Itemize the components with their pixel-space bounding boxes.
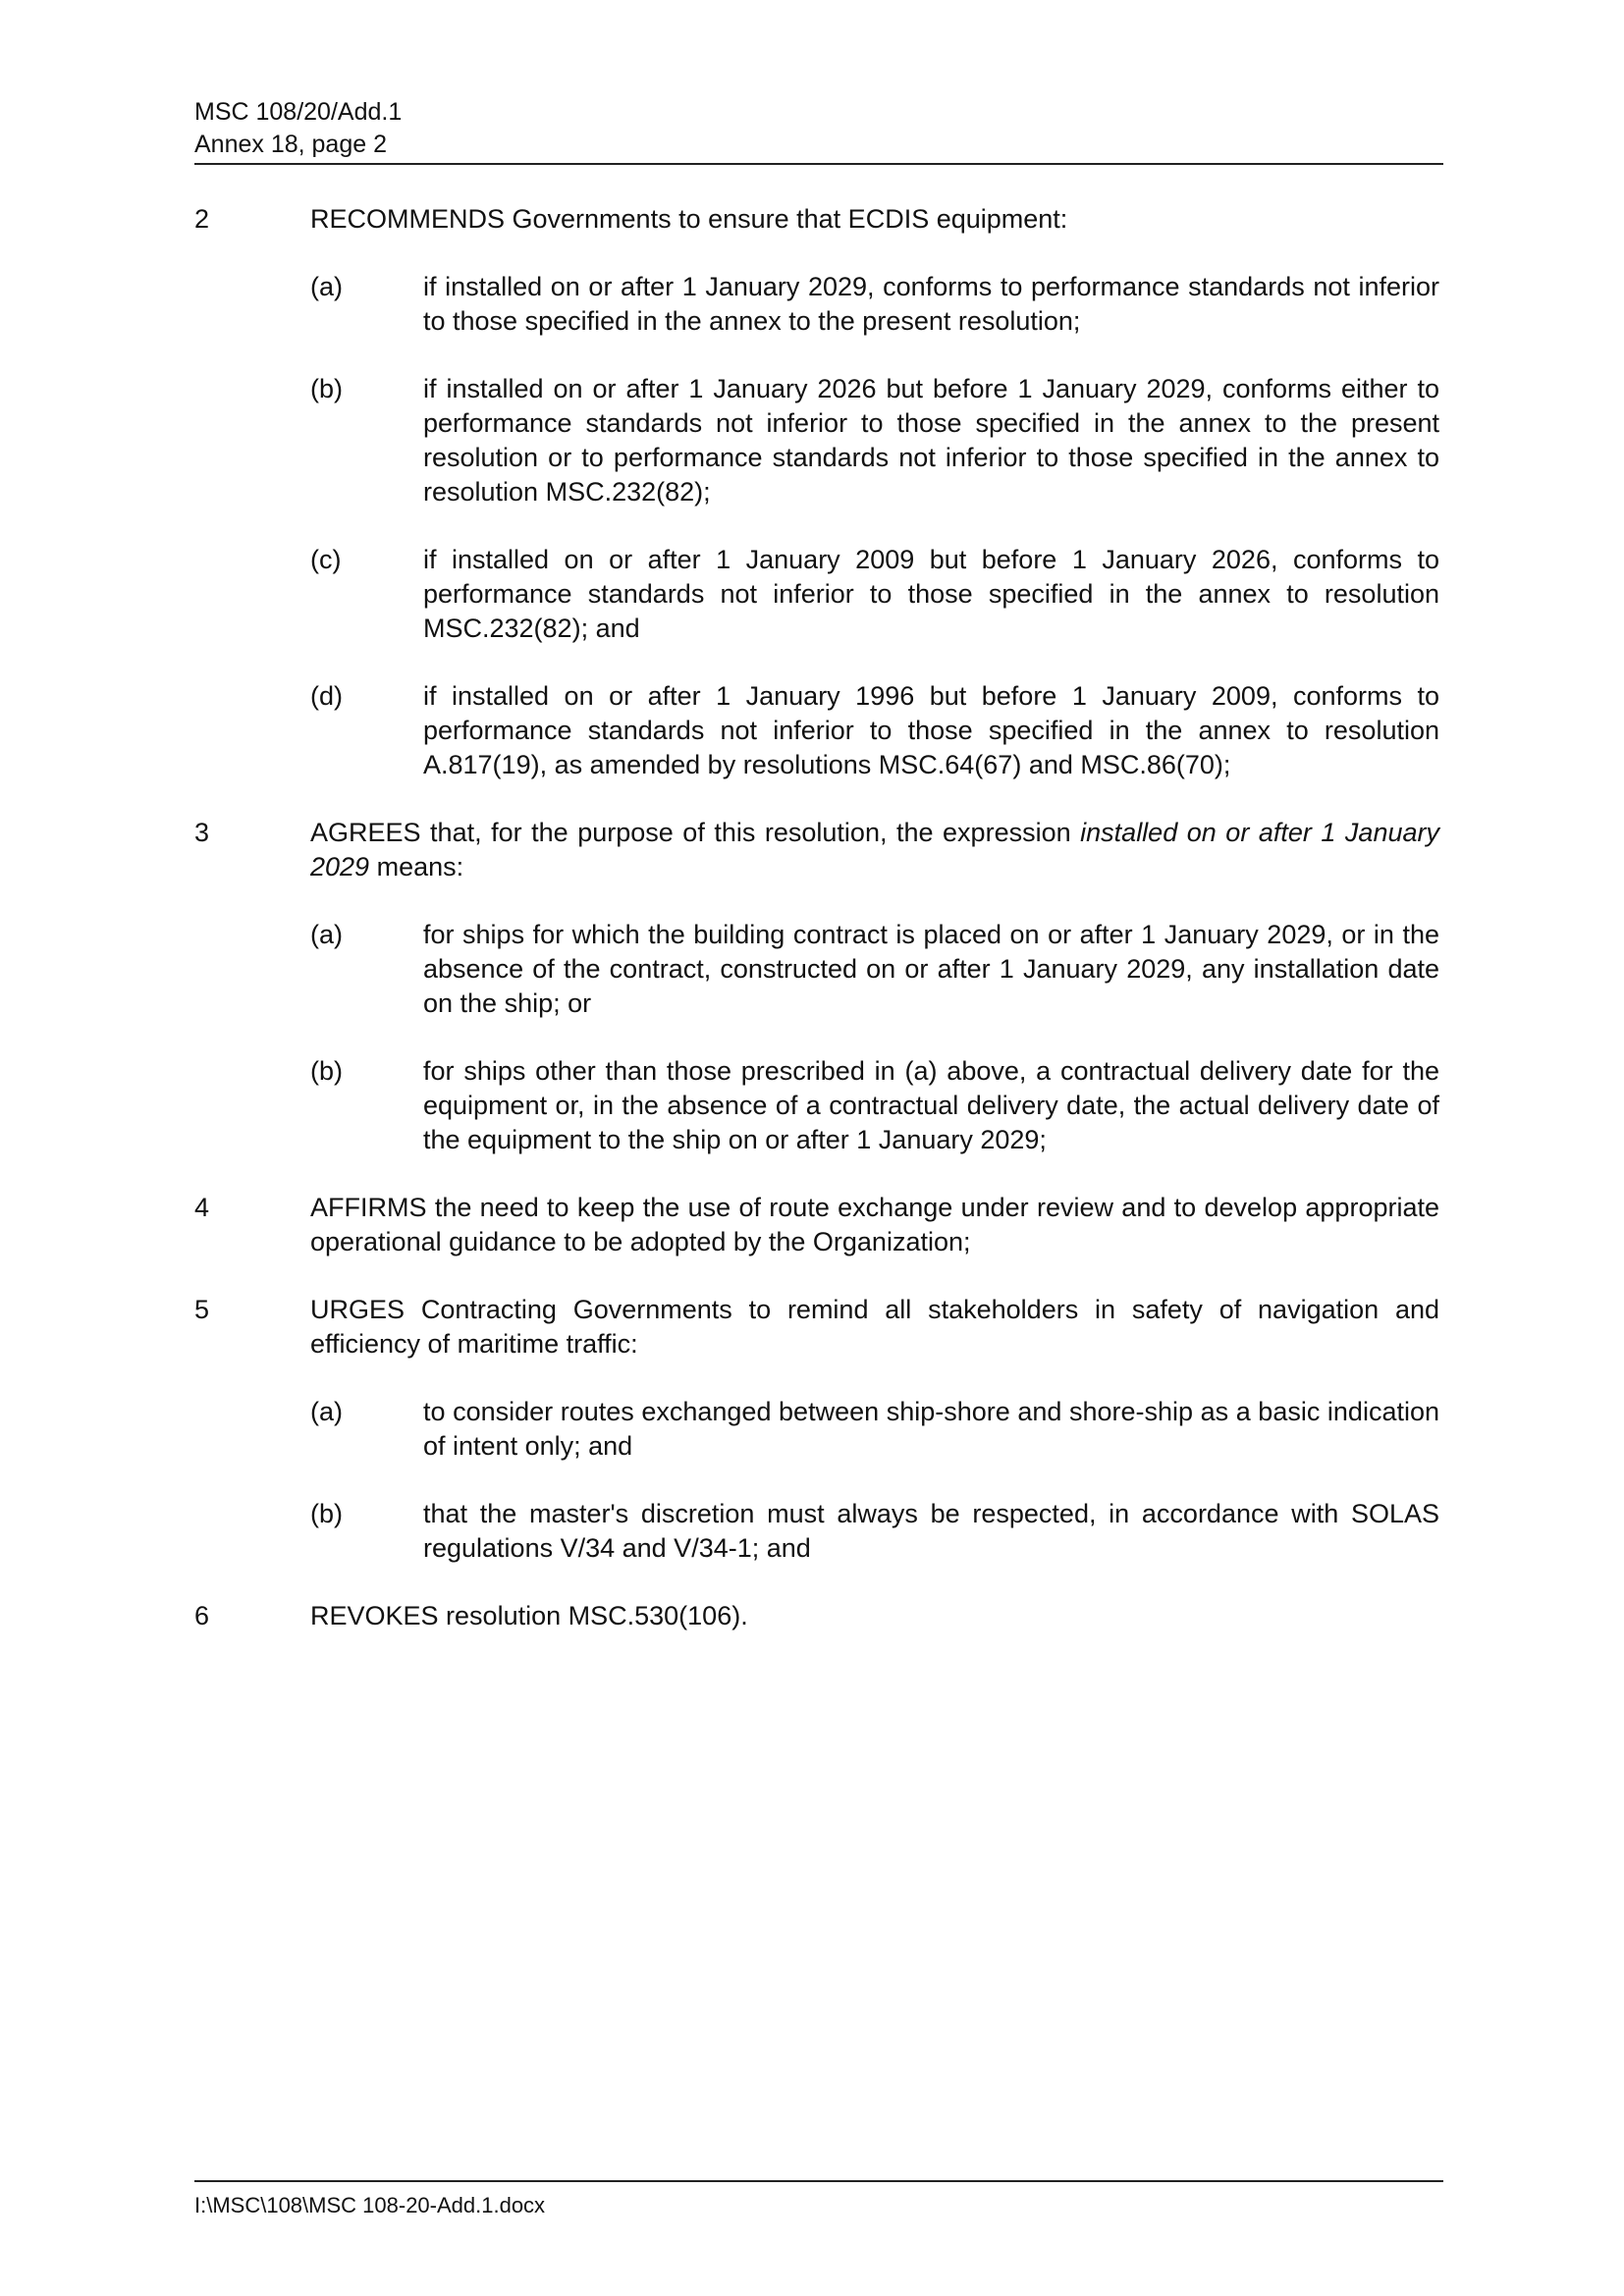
paragraph-6 [194,1599,1439,1633]
paragraph-text [310,816,1439,884]
paragraph-text-start: AGREES that, for the purpose of this resolution, the expression [310,818,1071,847]
annex-page-label: Annex 18, page 2 [194,131,387,158]
subparagraph-text: if installed on or after 1 January 1996 but before 1 January 2009, conforms to performance standards not inferior to those specified in the annex to resolution A.817(19), as amended by resolutions MSC.64(67) and MSC.86(70); [423,681,1439,779]
subparagraph-text: if installed on or after 1 January 2026 but before 1 January 2029, conforms either to performance standards not inferior to those specified in the annex to the present resolution or to performance standards not inferior to those specified in the annex to resolution MSC.232(82); [423,374,1439,507]
footer-file-path: I:\MSC\108\MSC 108-20-Add.1.docx [194,2193,546,2217]
subparagraph-label: (b) [310,374,343,403]
subparagraph-text: to consider routes exchanged between ship-shore and shore-ship as a basic indication of intent only; and [423,1397,1439,1461]
paragraph-number: 5 [194,1295,210,1324]
paragraph-4 [194,1191,1439,1259]
subparagraph-2c [310,543,1439,646]
paragraph-3 [194,816,1439,884]
defined-term: installed on or after 1 January 2029 [310,818,1439,881]
subparagraph-label: (a) [310,920,343,949]
subparagraph-2b [310,372,1439,509]
page-footer [194,2180,1443,2219]
subparagraph-2a [310,270,1439,339]
subparagraph-text: for ships for which the building contract is placed on or after 1 January 2029, or in the absence of the contract, constructed on or after 1 January 2029, any installation date on the ship; or [423,920,1439,1018]
paragraph-number: 3 [194,818,210,847]
subparagraph-text: if installed on or after 1 January 2009 but before 1 January 2026, conforms to performance standards not inferior to those specified in the annex to resolution MSC.232(82); and [423,545,1439,643]
page-header [194,96,1443,165]
subparagraph-5b [310,1497,1439,1566]
paragraph-2 [194,202,1439,237]
paragraph-text: AFFIRMS the need to keep the use of route exchange under review and to develop appropriate operational guidance to be adopted by the Organization; [310,1193,1439,1256]
subparagraph-text: for ships other than those prescribed in (a) above, a contractual delivery date for the equipment or, in the absence of a contractual delivery date, the actual delivery date of the equipment to the ship on or after 1 January 2029; [423,1056,1439,1154]
subparagraph-text: that the master's discretion must always be respected, in accordance with SOLAS regulations V/34 and V/34-1; and [423,1499,1439,1563]
paragraph-number: 4 [194,1193,210,1222]
paragraph-text-end: means: [376,852,464,881]
document-body [194,202,1439,1667]
subparagraph-label: (c) [310,545,342,574]
subparagraph-label: (b) [310,1056,343,1086]
paragraph-5 [194,1293,1439,1362]
paragraph-text: RECOMMENDS Governments to ensure that ECDIS equipment: [310,204,1068,234]
paragraph-number: 2 [194,204,210,234]
subparagraph-2d [310,679,1439,782]
paragraph-number: 6 [194,1601,210,1630]
subparagraph-label: (a) [310,272,343,301]
subparagraph-label: (d) [310,681,343,711]
document-reference: MSC 108/20/Add.1 [194,98,403,126]
subparagraph-label: (a) [310,1397,343,1426]
subparagraph-text: if installed on or after 1 January 2029, conforms to performance standards not inferior to those specified in the annex to the present resolution; [423,272,1439,336]
subparagraph-3a [310,918,1439,1021]
paragraph-text: REVOKES resolution MSC.530(106). [310,1601,748,1630]
subparagraph-label: (b) [310,1499,343,1528]
subparagraph-3b [310,1054,1439,1157]
paragraph-text: URGES Contracting Governments to remind all stakeholders in safety of navigation and efficiency of maritime traffic: [310,1295,1439,1359]
subparagraph-5a [310,1395,1439,1464]
